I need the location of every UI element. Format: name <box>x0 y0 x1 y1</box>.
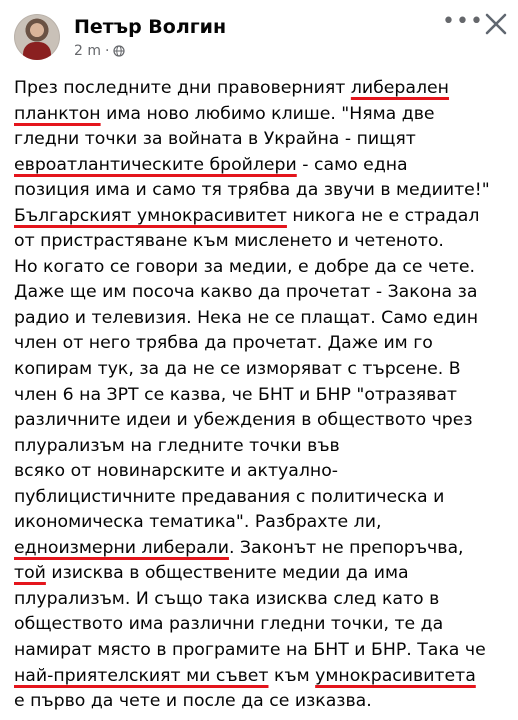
underlined-phrase: умнокрасивитета <box>315 665 476 686</box>
underlined-phrase: планктон <box>14 103 101 124</box>
underlined-phrase: най-приятелският ми съвет <box>14 665 269 686</box>
post-line <box>14 331 510 357</box>
post-text-segment: има ново любимо клише. "Няма две <box>100 103 435 124</box>
post-text <box>14 76 510 715</box>
post-text-segment: обществото има различни гледни точки, те да <box>14 614 444 635</box>
meta-separator: · <box>105 43 110 59</box>
post-line <box>14 408 510 434</box>
post-time[interactable]: 2 m <box>74 43 101 59</box>
more-options-button[interactable]: ••• <box>442 9 484 34</box>
post-text-segment: към <box>268 665 316 686</box>
post-text-segment: всяко от новинарските и актуално- <box>14 461 339 482</box>
post-line <box>14 434 510 460</box>
post-line <box>14 255 510 281</box>
post-line <box>14 229 510 255</box>
post-text-segment: никога не е страдал <box>286 205 480 226</box>
author-avatar[interactable] <box>14 14 60 60</box>
post-text-segment: Но когато се говори за медии, е добре да се чете. <box>14 256 476 277</box>
post-line <box>14 664 510 690</box>
post-line <box>14 510 510 536</box>
author-name[interactable]: Петър Волгин <box>74 16 227 38</box>
post-text-segment: намират място в програмите на БНТ и БНР. Така че <box>14 640 486 661</box>
post-text-segment: член от него трябва да прочетат. Даже им го <box>14 333 433 354</box>
underlined-phrase: Българският умнокрасивитет <box>14 205 287 226</box>
post-text-segment: През последните дни правоверният <box>14 78 351 98</box>
underlined-phrase: либерален <box>350 78 449 98</box>
post-text-segment: плурализъм. И също така изисква след като в <box>14 588 440 609</box>
post-text-segment: гледни точки за войната в Украйна - пищят <box>14 129 416 150</box>
post-text-segment: Даже ще им посоча какво да прочетат - Закона за <box>14 282 478 303</box>
underlined-phrase: едноизмерни либерали <box>14 537 229 558</box>
post-line <box>14 127 510 153</box>
post-text-segment: публицистичните предавания с политическа и <box>14 486 445 507</box>
post-line <box>14 638 510 664</box>
underlined-phrase: евроатлантическите бройлери <box>14 154 297 175</box>
close-icon[interactable] <box>482 10 510 38</box>
post-text-segment: плурализъм на гледните точки във <box>14 435 340 456</box>
post-line <box>14 536 510 562</box>
post-text-segment: от пристрастяване към мисленето и четеното. <box>14 231 444 252</box>
post-line <box>14 76 510 102</box>
post-line <box>14 357 510 383</box>
post-line <box>14 485 510 511</box>
post-text-segment: - само една <box>296 154 408 175</box>
post-line <box>14 689 510 715</box>
post-line <box>14 561 510 587</box>
post-text-segment: копирам тук, за да не се изморяват с търсене. В <box>14 359 461 380</box>
post-meta <box>74 43 125 59</box>
post-text-segment: изисква в обществените медии да има <box>45 563 409 584</box>
post-text-segment: позиция има и само тя трябва да звучи в медиите!" <box>14 180 490 201</box>
post-text-segment: е първо да чете и после да се изказва. <box>14 691 372 712</box>
post-text-segment: . Законът не препоръчва, <box>228 537 464 558</box>
post-line <box>14 153 510 179</box>
post-line <box>14 178 510 204</box>
post-line <box>14 383 510 409</box>
post-line <box>14 102 510 128</box>
post-text-segment: различните идеи и убеждения в обществото чрез <box>14 410 473 431</box>
post-line <box>14 280 510 306</box>
post-text-segment: член 6 на ЗРТ се казва, че БНТ и БНР "отразяват <box>14 384 458 405</box>
post-line <box>14 306 510 332</box>
post-text-segment: радио и телевизия. Нека не се плащат. Само един <box>14 307 479 328</box>
post-line <box>14 459 510 485</box>
post-line <box>14 587 510 613</box>
underlined-phrase: той <box>14 563 46 584</box>
post-line <box>14 612 510 638</box>
post-header <box>0 0 518 70</box>
globe-icon <box>113 45 125 57</box>
post-text-segment: икономическа тематика". Разбрахте ли, <box>14 512 382 533</box>
post-line <box>14 204 510 230</box>
